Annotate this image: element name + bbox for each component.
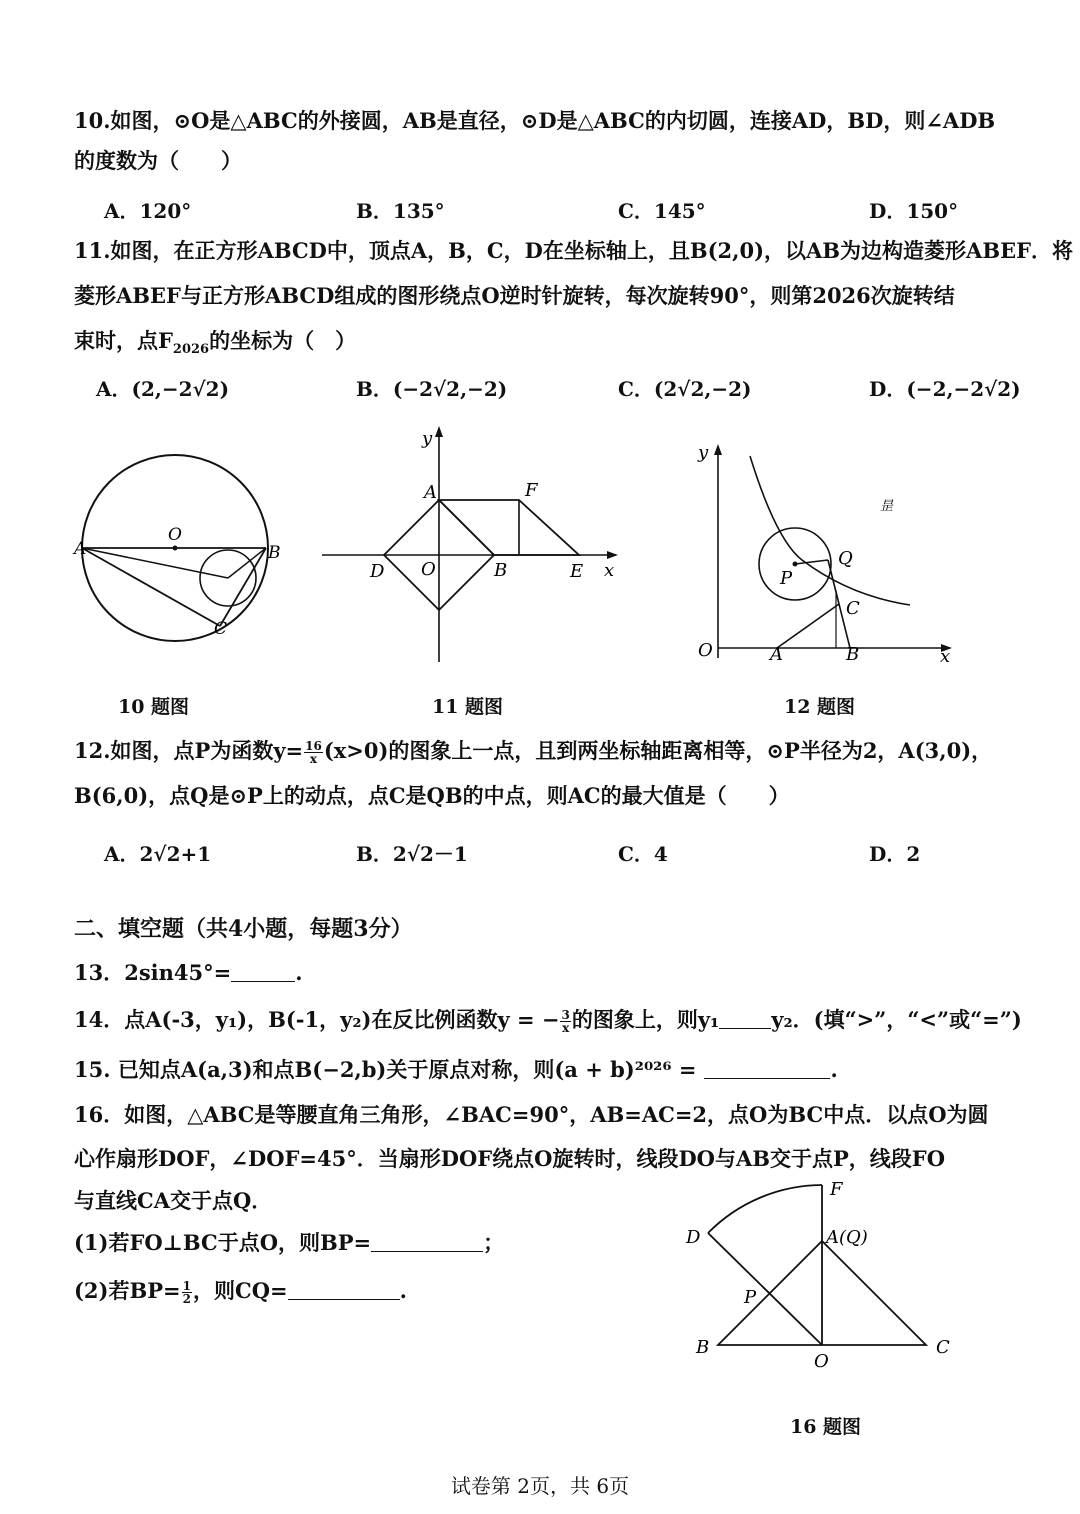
q12-option-d: D．2 (869, 842, 921, 866)
fig12-y-arrow (714, 444, 722, 455)
fig11-label-e: E (570, 561, 584, 582)
fig16-segment-od (708, 1233, 822, 1345)
fig16-label-c: C (936, 1337, 950, 1358)
caption-figure-10: 10 题图 (118, 696, 190, 718)
q14-text-c: y₂．(填“>”，“<”或“=”) (771, 1007, 1022, 1032)
q10-line1: 10.如图，⊙O是△ABC的外接圆，AB是直径，⊙D是△ABC的内切圆，连接AD，BD，则∠ADB (74, 108, 996, 133)
fig10-label-o: O (168, 525, 182, 545)
q14-fraction-numerator: 3 (561, 1008, 570, 1022)
q13 (74, 958, 303, 988)
q13-text-b: . (295, 960, 303, 985)
fig12-label-b: B (846, 644, 860, 665)
q14-answer-blank[interactable] (719, 1006, 771, 1029)
fig10-side-ac (82, 548, 220, 626)
q16-part2-denominator: 2 (182, 1292, 191, 1306)
q14 (74, 1005, 1022, 1035)
fig16-label-f: F (830, 1179, 843, 1200)
q16-part1 (74, 1228, 504, 1258)
fig10-label-c: C (214, 619, 228, 639)
q11-line3-text-b: 的坐标为（ ） (209, 328, 357, 353)
caption-figure-12: 12 题图 (784, 696, 856, 718)
fig16-label-p: P (744, 1287, 757, 1308)
fig10-segment-bd (228, 548, 266, 578)
fig11-label-a: A (424, 482, 437, 503)
fig10-segment-ad (82, 548, 228, 578)
q12-option-c: C．4 (618, 842, 668, 866)
q12-line1-text-a: 12.如图，点P为函数y= (74, 738, 304, 763)
fig16-label-o: O (814, 1351, 829, 1372)
fig16-label-d: D (686, 1227, 701, 1248)
q12-option-b: B．2√2－1 (356, 842, 468, 866)
fig12-label-c: C (846, 598, 860, 619)
q16-part2 (74, 1276, 407, 1306)
fig11-label-x: x (604, 560, 615, 581)
page-footer: 试卷第 2页，共 6页 (450, 1474, 630, 1498)
fig12-label-p: P (780, 568, 793, 589)
q14-fraction-denominator: x (562, 1021, 570, 1035)
q11-option-a: A．(2,−2√2) (96, 377, 230, 401)
fig10-label-a: A (74, 539, 87, 559)
fig11-label-b: B (494, 560, 508, 581)
q11-option-c: C．(2√2,−2) (618, 377, 752, 401)
fig12-segment-ac (777, 604, 839, 648)
fig10-center-o (173, 546, 178, 551)
q16-part2-text-a: (2)若BP= (74, 1278, 181, 1303)
q14-fraction (560, 1009, 570, 1034)
fig11-label-y: y (422, 428, 433, 449)
q16-part1-text-a: (1)若FO⊥BC于点O，则BP= (74, 1230, 372, 1255)
q13-text-a: 13．2sin45°= (74, 960, 232, 985)
q15-answer-blank[interactable] (704, 1056, 830, 1079)
fig12-label-a: A (770, 644, 783, 665)
q12-fraction (304, 740, 323, 765)
q16-part2-numerator: 1 (182, 1279, 191, 1293)
fig11-x-arrow (607, 551, 618, 559)
figure-10 (70, 460, 290, 650)
q15-text-a: 15. 已知点A(a,3)和点B(−2,b)关于原点对称，则(a + b)²⁰²⁶ = (74, 1057, 697, 1082)
fig12-hyperbola (750, 456, 910, 605)
fig12-label-o: O (698, 640, 713, 661)
q16-part2-answer-blank[interactable] (288, 1277, 400, 1300)
q11-line2: 菱形ABEF与正方形ABCD组成的图形绕点O逆时针旋转，每次旋转90°，则第2026次旋转结 (74, 283, 955, 308)
fig12-label-y: y (698, 442, 709, 463)
fig12-radius (795, 560, 828, 564)
q16-line1: 16．如图，△ABC是等腰直角三角形，∠BAC=90°，AB=AC=2，点O为BC中点．以点O为圆 (74, 1102, 989, 1127)
q16-part2-fraction (182, 1280, 192, 1305)
figure-16 (680, 1175, 970, 1375)
q16-part1-answer-blank[interactable] (371, 1229, 483, 1252)
q15 (74, 1055, 838, 1085)
q10-option-c: C．145° (618, 199, 706, 223)
fig10-label-b: B (268, 543, 281, 563)
caption-figure-16: 16 题图 (790, 1416, 862, 1438)
q12-line1-text-b: (x>0)的图象上一点，且到两坐标轴距离相等，⊙P半径为2，A(3,0)， (323, 738, 993, 763)
q16-part2-text-c: . (399, 1278, 407, 1303)
q12-line1 (74, 736, 992, 766)
fig16-arc-df (708, 1185, 822, 1233)
q16-line3: 与直线CA交于点Q． (74, 1188, 273, 1213)
q14-text-b: 的图象上，则y₁ (571, 1007, 720, 1032)
fig12-stamp: 昰 (880, 499, 894, 514)
q11-option-b: B．(−2√2,−2) (356, 377, 508, 401)
fig11-label-o: O (421, 559, 436, 580)
q12-fraction-numerator: 16 (305, 739, 322, 753)
q10-option-d: D．150° (869, 199, 959, 223)
q10-line2: 的度数为（ ） (74, 148, 242, 173)
fig11-rhombus-abef (439, 500, 579, 555)
fig11-y-arrow (435, 426, 443, 437)
q16-part1-text-b: ； (483, 1230, 505, 1255)
figure-12 (690, 430, 970, 670)
fig11-label-f: F (525, 480, 538, 501)
q11-line1: 11.如图，在正方形ABCD中，顶点A，B，C，D在坐标轴上，且B(2,0)，以AB为边构造菱形ABEF．将 (74, 238, 1074, 263)
q11-line3 (74, 326, 356, 365)
q11-option-d: D．(−2,−2√2) (869, 377, 1021, 401)
q10-option-b: B．135° (356, 199, 445, 223)
caption-figure-11: 11 题图 (432, 696, 504, 718)
q11-line3-subscript: 2026 (172, 342, 210, 358)
q12-option-a: A．2√2+1 (104, 842, 212, 866)
q16-part2-text-b: ，则CQ= (192, 1278, 288, 1303)
fig12-label-q: Q (838, 548, 853, 569)
q11-line3-text-a: 束时，点F (74, 328, 173, 353)
q10-option-a: A．120° (104, 199, 192, 223)
q12-fraction-denominator: x (309, 752, 318, 766)
fig16-label-b: B (696, 1337, 710, 1358)
fig16-label-aq: A(Q) (826, 1227, 868, 1248)
fig12-label-x: x (940, 646, 951, 667)
q14-text-a: 14．点A(-3，y₁)，B(-1，y₂)在反比例函数y = − (74, 1007, 560, 1032)
figure-11 (318, 420, 628, 670)
q12-line2: B(6,0)，点Q是⊙P上的动点，点C是QB的中点，则AC的最大值是（ ） (74, 783, 790, 808)
q13-answer-blank[interactable] (231, 959, 295, 982)
section-2-title: 二、填空题（共4小题，每题3分） (74, 916, 413, 942)
fig11-label-d: D (370, 561, 385, 582)
q16-line2: 心作扇形DOF，∠DOF=45°．当扇形DOF绕点O旋转时，线段DO与AB交于点P，线段FO (74, 1146, 945, 1171)
q15-text-b: . (830, 1057, 838, 1082)
